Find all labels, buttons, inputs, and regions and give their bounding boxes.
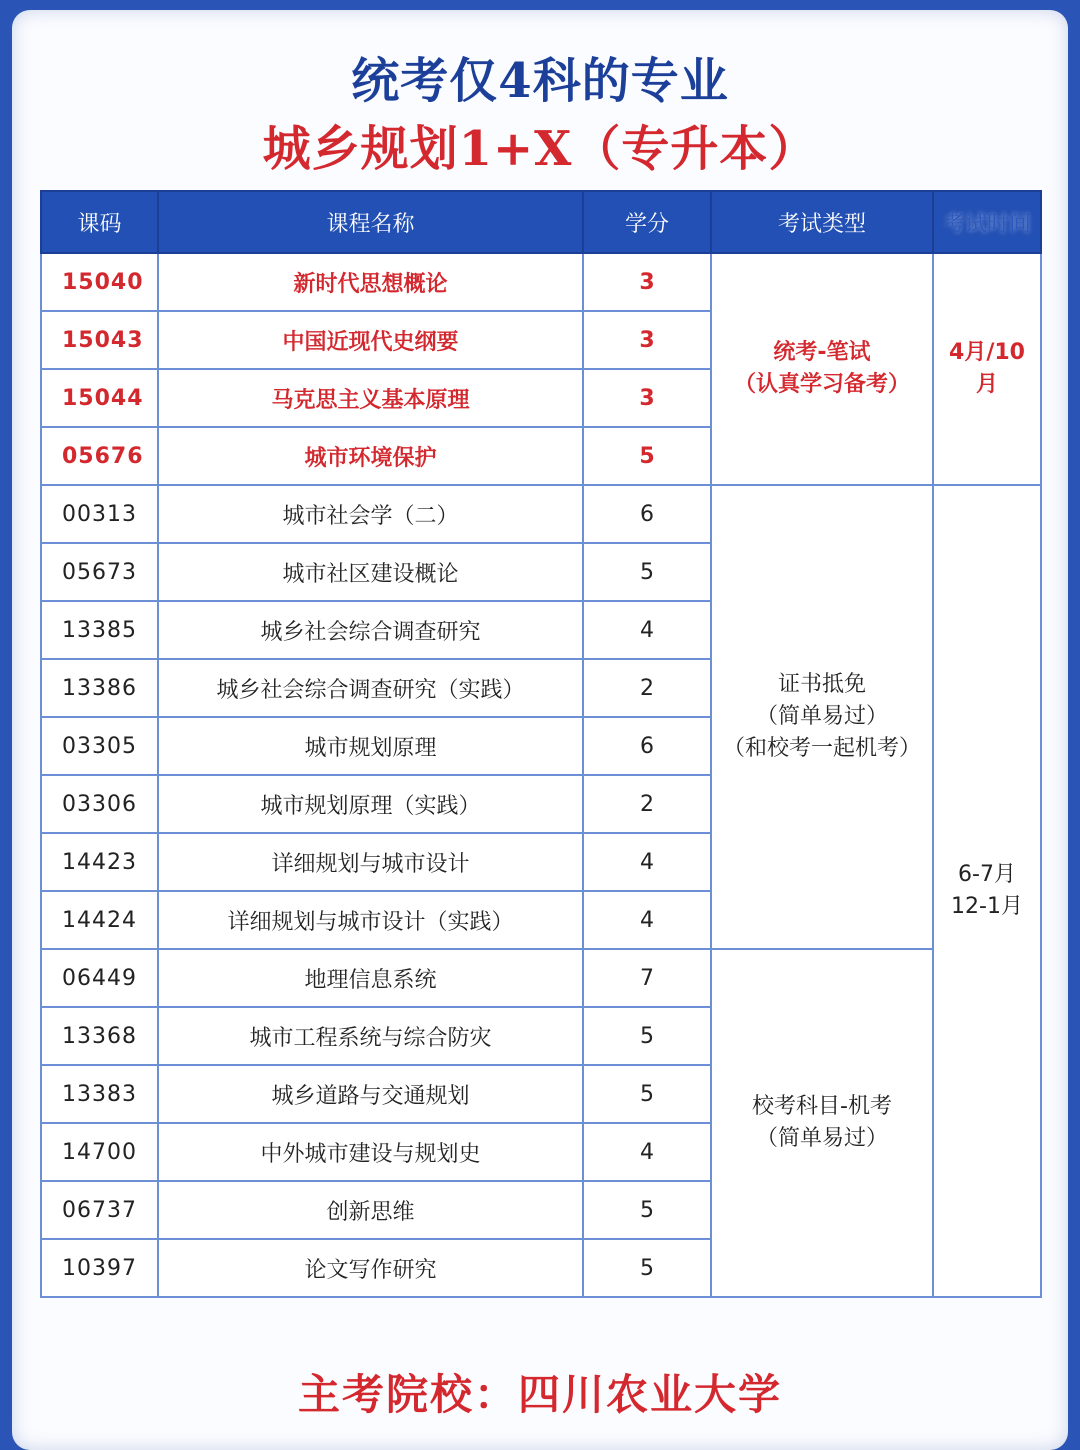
course-name: 中外城市建设与规划史 [158,1123,583,1181]
exam-type-cell [711,949,933,1297]
header-credit: 学分 [583,191,711,253]
course-name: 地理信息系统 [158,949,583,1007]
host-university: 主考院校：四川农业大学 [297,1370,782,1419]
course-code: 05673 [41,543,158,601]
header-exam-type: 考试类型 [711,191,933,253]
course-credit: 7 [583,949,711,1007]
course-code: 05676 [41,427,158,485]
exam-time-cell [933,253,1041,485]
exam-type-cell [711,253,933,485]
course-name: 马克思主义基本原理 [158,369,583,427]
exam-time-line: 6-7月 [958,862,1016,887]
course-code: 13368 [41,1007,158,1065]
table-row [41,949,1041,1007]
course-code: 13385 [41,601,158,659]
course-code: 15044 [41,369,158,427]
course-credit: 5 [583,1239,711,1297]
exam-type-line: 校考科目-机考 [752,1094,892,1119]
course-name: 城乡社会综合调查研究 [158,601,583,659]
course-name: 城市社区建设概论 [158,543,583,601]
exam-type-line: （简单易过） [755,704,888,729]
course-credit: 5 [583,427,711,485]
course-credit: 2 [583,775,711,833]
course-credit: 5 [583,1007,711,1065]
course-credit: 5 [583,1065,711,1123]
table-row [41,253,1041,311]
course-name: 城市社会学（二） [158,485,583,543]
exam-type-line: （认真学习备考） [733,372,910,397]
exam-time-line: 月 [975,372,998,397]
exam-time-line: 4月/10 [949,340,1025,365]
exam-type-cell [711,485,933,949]
course-credit: 3 [583,253,711,311]
course-code: 14700 [41,1123,158,1181]
course-code: 00313 [41,485,158,543]
course-name: 详细规划与城市设计（实践） [158,891,583,949]
course-credit: 6 [583,485,711,543]
exam-type-line: （简单易过） [755,1126,888,1151]
course-name: 城乡道路与交通规划 [158,1065,583,1123]
course-credit: 2 [583,659,711,717]
exam-type-line: （和校考一起机考） [722,736,921,761]
course-code: 10397 [41,1239,158,1297]
header-exam-time: 考试时间 [933,191,1041,253]
course-name: 论文写作研究 [158,1239,583,1297]
table-row [41,485,1041,543]
course-table [40,190,1042,1298]
course-code: 03306 [41,775,158,833]
course-code: 03305 [41,717,158,775]
page-title: 统考仅4科的专业 [351,53,729,109]
course-name: 城市规划原理 [158,717,583,775]
course-credit: 4 [583,601,711,659]
course-code: 15040 [41,253,158,311]
course-name: 新时代思想概论 [158,253,583,311]
course-name: 详细规划与城市设计 [158,833,583,891]
course-credit: 4 [583,891,711,949]
exam-type-line: 统考-笔试 [773,340,871,365]
course-code: 14423 [41,833,158,891]
header-name: 课程名称 [158,191,583,253]
course-code: 06449 [41,949,158,1007]
exam-type-line: 证书抵免 [777,672,866,697]
exam-time-cell [933,485,1041,1297]
course-code: 15043 [41,311,158,369]
course-code: 13386 [41,659,158,717]
course-name: 城乡社会综合调查研究（实践） [158,659,583,717]
course-credit: 5 [583,1181,711,1239]
course-credit: 4 [583,1123,711,1181]
exam-time-line: 12-1月 [951,894,1023,919]
course-name: 城市规划原理（实践） [158,775,583,833]
table-header-row [41,191,1041,253]
course-name: 创新思维 [158,1181,583,1239]
course-credit: 3 [583,369,711,427]
header-code: 课码 [41,191,158,253]
course-code: 06737 [41,1181,158,1239]
course-code: 14424 [41,891,158,949]
course-name: 城市工程系统与综合防灾 [158,1007,583,1065]
course-credit: 6 [583,717,711,775]
course-name: 城市环境保护 [158,427,583,485]
page-subtitle: 城乡规划1+X（专升本） [262,121,818,177]
course-credit: 5 [583,543,711,601]
course-name: 中国近现代史纲要 [158,311,583,369]
course-credit: 3 [583,311,711,369]
course-code: 13383 [41,1065,158,1123]
course-credit: 4 [583,833,711,891]
